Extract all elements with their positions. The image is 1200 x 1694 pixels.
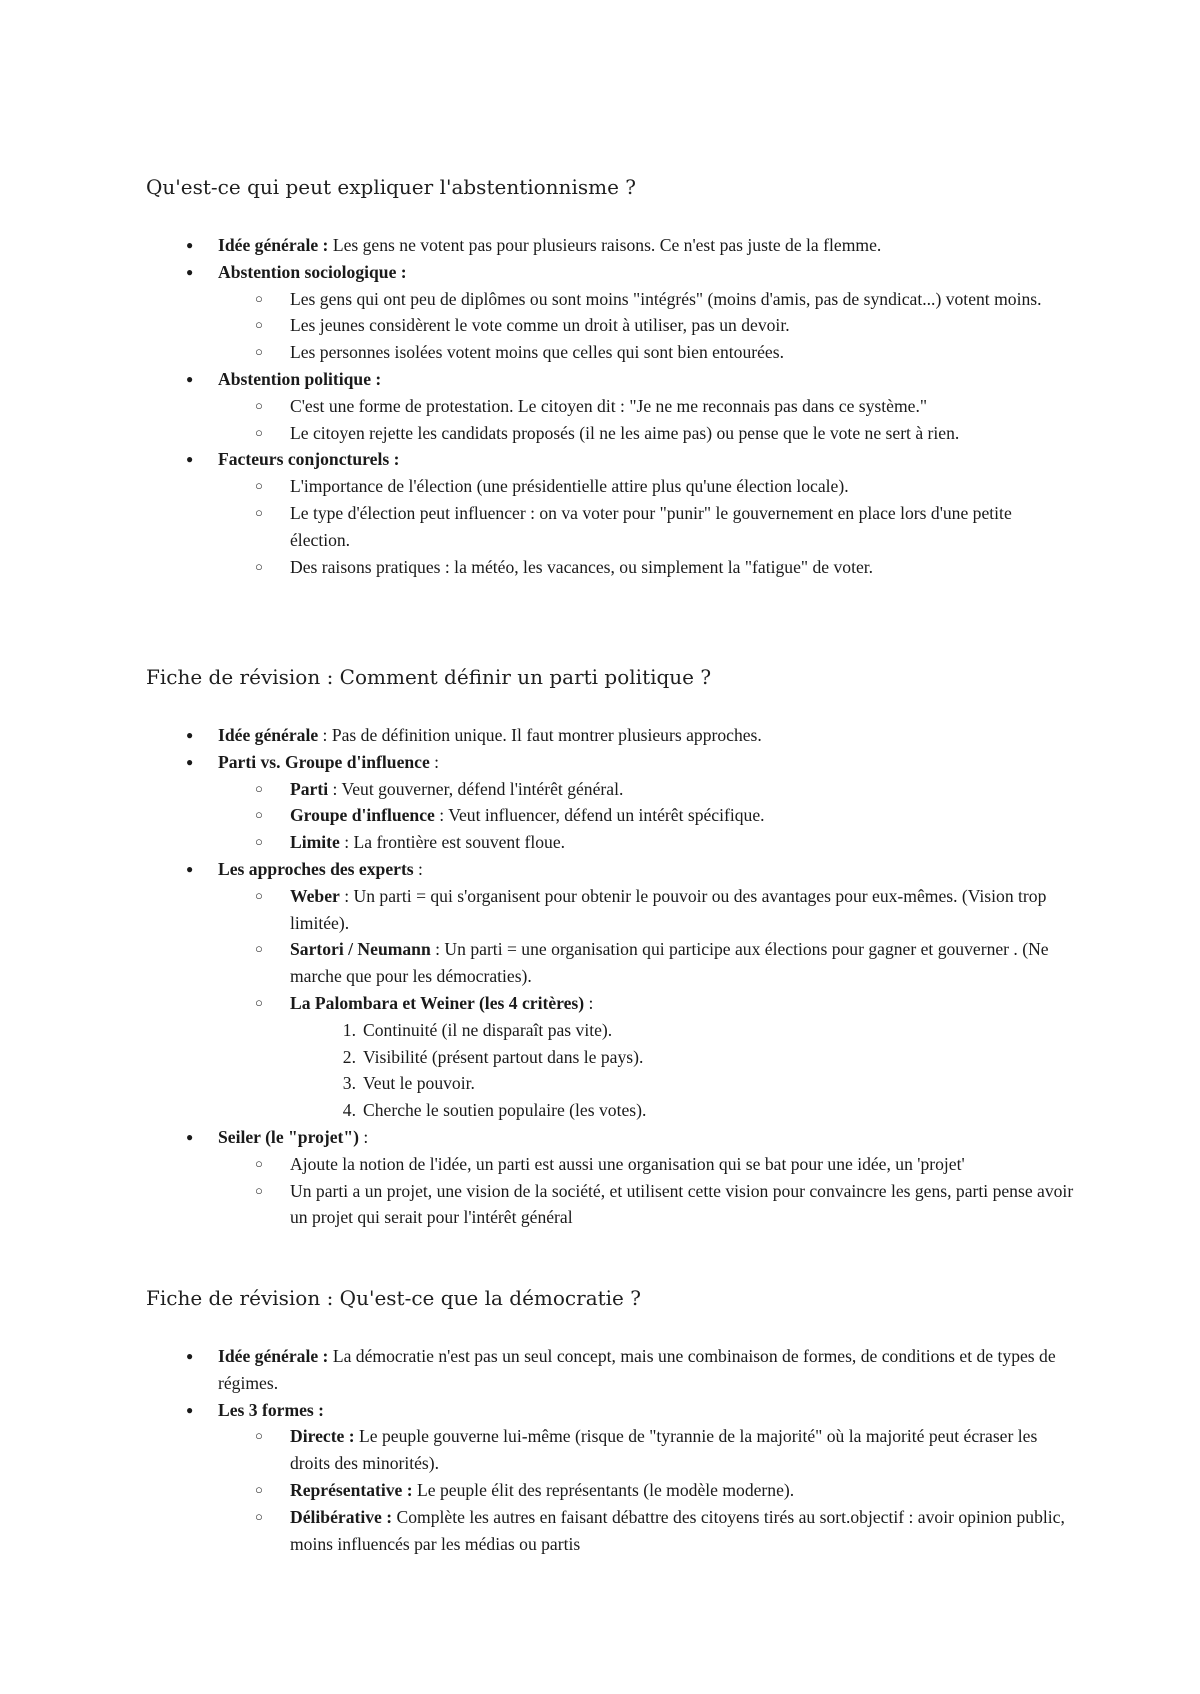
sub-list-item: ○ Weber : Un parti = qui s'organisent pour obtenir le pouvoir ou des avantages pour eux-mêmes. (Vision trop limitée). xyxy=(218,883,1076,937)
section-title: Fiche de révision : Qu'est-ce que la démocratie ? xyxy=(146,1286,641,1310)
circle-bullet-icon: ○ xyxy=(255,558,263,574)
circle-bullet-icon: ○ xyxy=(255,290,263,306)
sub-list-item: ○ Ajoute la notion de l'idée, un parti est aussi une organisation qui se bat pour une idée, un 'projet' xyxy=(218,1151,1076,1178)
sub-list-item: ○ La Palombara et Weiner (les 4 critères) : 1. Continuité (il ne disparaît pas vite). 2. Visibilité (présent partout dans le pays). 3. Veut le pouvoir. 4. Cherche le soutien populaire (les votes). xyxy=(218,990,1076,1124)
sub-list-item: ○ Directe : Le peuple gouverne lui-même (risque de "tyrannie de la majorité" où la majorité peut écraser les droits des minorités). xyxy=(218,1423,1076,1477)
sub-list xyxy=(218,776,1076,856)
sub-list xyxy=(218,1151,1076,1231)
sub-list-item: ○ Les jeunes considèrent le vote comme un droit à utiliser, pas un devoir. xyxy=(218,312,1076,339)
list-item: ● Abstention sociologique : ○ Les gens qui ont peu de diplômes ou sont moins "intégrés" (moins d'amis, pas de syndicat...) votent moins. ○ Les jeunes considèrent le vote comme un droit à utiliser, pas un devoir. ○ Les personnes isolées votent moins que celles qui sont bien entourées. xyxy=(146,259,1076,366)
bullet-icon: ● xyxy=(186,754,194,769)
sub-list xyxy=(218,286,1076,366)
numbered-item: 4. Cherche le soutien populaire (les votes). xyxy=(290,1097,1076,1124)
sub-list-item: ○ Le type d'élection peut influencer : on va voter pour "punir" le gouvernement en place lors d'une petite élection. xyxy=(218,500,1076,554)
bullet-list xyxy=(146,232,1076,580)
circle-bullet-icon: ○ xyxy=(255,1508,263,1524)
bullet-list xyxy=(146,722,1076,1231)
item-number: 4. xyxy=(342,1100,356,1121)
bullet-icon: ● xyxy=(186,264,194,279)
circle-bullet-icon: ○ xyxy=(255,834,263,850)
bullet-icon: ● xyxy=(186,1349,194,1363)
circle-bullet-icon: ○ xyxy=(255,1182,263,1198)
sub-list-item: ○ Les gens qui ont peu de diplômes ou sont moins "intégrés" (moins d'amis, pas de syndicat...) votent moins. xyxy=(218,286,1076,313)
item-number: 3. xyxy=(342,1073,356,1094)
sub-list xyxy=(218,883,1076,1124)
circle-bullet-icon: ○ xyxy=(255,941,263,957)
bullet-icon: ● xyxy=(186,1402,194,1417)
sub-list-item: ○ Un parti a un projet, une vision de la société, et utilisent cette vision pour convaincre les gens, parti pense avoir un projet qui serait pour l'intérêt général xyxy=(218,1178,1076,1232)
section-title: Fiche de révision : Comment définir un parti politique ? xyxy=(146,665,712,689)
circle-bullet-icon: ○ xyxy=(255,478,263,494)
list-item: ● Idée générale : Les gens ne votent pas pour plusieurs raisons. Ce n'est pas juste de la flemme. xyxy=(146,232,1076,259)
list-item: ● Idée générale : La démocratie n'est pas un seul concept, mais une combinaison de formes, de conditions et de types de régimes. xyxy=(146,1343,1076,1397)
sub-list-item: ○ Sartori / Neumann : Un parti = une organisation qui participe aux élections pour gagner et gouverner . (Ne marche que pour les démocraties). xyxy=(218,936,1076,990)
list-item: ● Seiler (le "projet") : ○ Ajoute la notion de l'idée, un parti est aussi une organisation qui se bat pour une idée, un 'projet' ○ Un parti a un projet, une vision de la société, et utilisent cette vision pour convaincre les gens, parti pense avoir un projet qui serait pour l'intérêt général xyxy=(146,1124,1076,1231)
list-item: ● Abstention politique : ○ C'est une forme de protestation. Le citoyen dit : "Je ne me reconnais pas dans ce système." ○ Le citoyen rejette les candidats proposés (il ne les aime pas) ou pense que le vote ne sert à rien. xyxy=(146,366,1076,446)
list-item: ● Facteurs conjoncturels : ○ L'importance de l'élection (une présidentielle attire plus qu'une élection locale). ○ Le type d'élection peut influencer : on va voter pour "punir" le gouvernement en place lors d'une petite élection. ○ Des raisons pratiques : la météo, les vacances, ou simplement la "fatigue" de voter. xyxy=(146,446,1076,580)
bullet-icon: ● xyxy=(186,861,194,876)
list-item: ● Parti vs. Groupe d'influence : ○ Parti : Veut gouverner, défend l'intérêt général. ○ Groupe d'influence : Veut influencer, défend un intérêt spécifique. ○ Limite : La frontière est souvent floue. xyxy=(146,749,1076,856)
sub-list-item: ○ Parti : Veut gouverner, défend l'intérêt général. xyxy=(218,776,1076,803)
sub-list-item: ○ Limite : La frontière est souvent floue. xyxy=(218,829,1076,856)
bullet-icon: ● xyxy=(186,238,194,252)
sub-list-item: ○ Le citoyen rejette les candidats proposés (il ne les aime pas) ou pense que le vote ne sert à rien. xyxy=(218,420,1076,447)
section-democratie xyxy=(146,1284,1076,1557)
circle-bullet-icon: ○ xyxy=(255,1481,263,1497)
circle-bullet-icon: ○ xyxy=(255,397,263,413)
numbered-item: 3. Veut le pouvoir. xyxy=(290,1070,1076,1097)
sub-list xyxy=(218,473,1076,580)
section-parti-politique xyxy=(146,663,1076,1231)
numbered-list xyxy=(290,1017,1076,1124)
sub-list-item: ○ C'est une forme de protestation. Le citoyen dit : "Je ne me reconnais pas dans ce système." xyxy=(218,393,1076,420)
circle-bullet-icon: ○ xyxy=(255,344,263,360)
item-number: 1. xyxy=(342,1019,356,1040)
circle-bullet-icon: ○ xyxy=(255,887,263,903)
numbered-item: 1. Continuité (il ne disparaît pas vite). xyxy=(290,1017,1076,1044)
circle-bullet-icon: ○ xyxy=(255,807,263,823)
bullet-icon: ● xyxy=(186,371,194,386)
circle-bullet-icon: ○ xyxy=(255,424,263,440)
bullet-icon: ● xyxy=(186,1129,194,1144)
bullet-list xyxy=(146,1343,1076,1557)
circle-bullet-icon: ○ xyxy=(255,504,263,520)
sub-list-item: ○ L'importance de l'élection (une présidentielle attire plus qu'une élection locale). xyxy=(218,473,1076,500)
sub-list-item: ○ Représentative : Le peuple élit des représentants (le modèle moderne). xyxy=(218,1477,1076,1504)
sub-list-item: ○ Groupe d'influence : Veut influencer, défend un intérêt spécifique. xyxy=(218,802,1076,829)
list-item: ● Les 3 formes : ○ Directe : Le peuple gouverne lui-même (risque de "tyrannie de la majorité" où la majorité peut écraser les droits des minorités). ○ Représentative : Le peuple élit des représentants (le modèle moderne). ○ Délibérative : Complète les autres en faisant débattre des citoyens tirés au sort.objectif : avoir opinion public, moins influencés par les médias ou partis xyxy=(146,1397,1076,1558)
sub-list xyxy=(218,1423,1076,1557)
sub-list-item: ○ Délibérative : Complète les autres en faisant débattre des citoyens tirés au sort.objectif : avoir opinion public, moins influencés par les médias ou partis xyxy=(218,1504,1076,1558)
circle-bullet-icon: ○ xyxy=(255,780,263,796)
section-title: Qu'est-ce qui peut expliquer l'abstentionnisme ? xyxy=(146,175,636,199)
bullet-icon: ● xyxy=(186,452,194,467)
sub-list-item: ○ Les personnes isolées votent moins que celles qui sont bien entourées. xyxy=(218,339,1076,366)
circle-bullet-icon: ○ xyxy=(255,1428,263,1444)
sub-list-item: ○ Des raisons pratiques : la météo, les vacances, ou simplement la "fatigue" de voter. xyxy=(218,554,1076,581)
sub-list xyxy=(218,393,1076,447)
circle-bullet-icon: ○ xyxy=(255,1155,263,1171)
numbered-item: 2. Visibilité (présent partout dans le pays). xyxy=(290,1044,1076,1071)
circle-bullet-icon: ○ xyxy=(255,317,263,333)
list-item: ● Idée générale : Pas de définition unique. Il faut montrer plusieurs approches. xyxy=(146,722,1076,749)
list-item: ● Les approches des experts : ○ Weber : Un parti = qui s'organisent pour obtenir le pouvoir ou des avantages pour eux-mêmes. (Vision trop limitée). ○ Sartori / Neumann : Un parti = une organisation qui participe aux élections pour gagner et gouverner . (Ne marche que pour les démocraties). ○ La Palombara et Weiner (les 4 critères) : 1. Continuité (il ne disparaît pas vite). 2. Visibilité (présent partout dans le pays). 3. Veut le pouvoir. 4. Cherche le soutien populaire (les votes). xyxy=(146,856,1076,1124)
section-abstentionnisme xyxy=(146,173,1076,580)
circle-bullet-icon: ○ xyxy=(255,994,263,1010)
item-number: 2. xyxy=(342,1046,356,1067)
bullet-icon: ● xyxy=(186,728,194,742)
